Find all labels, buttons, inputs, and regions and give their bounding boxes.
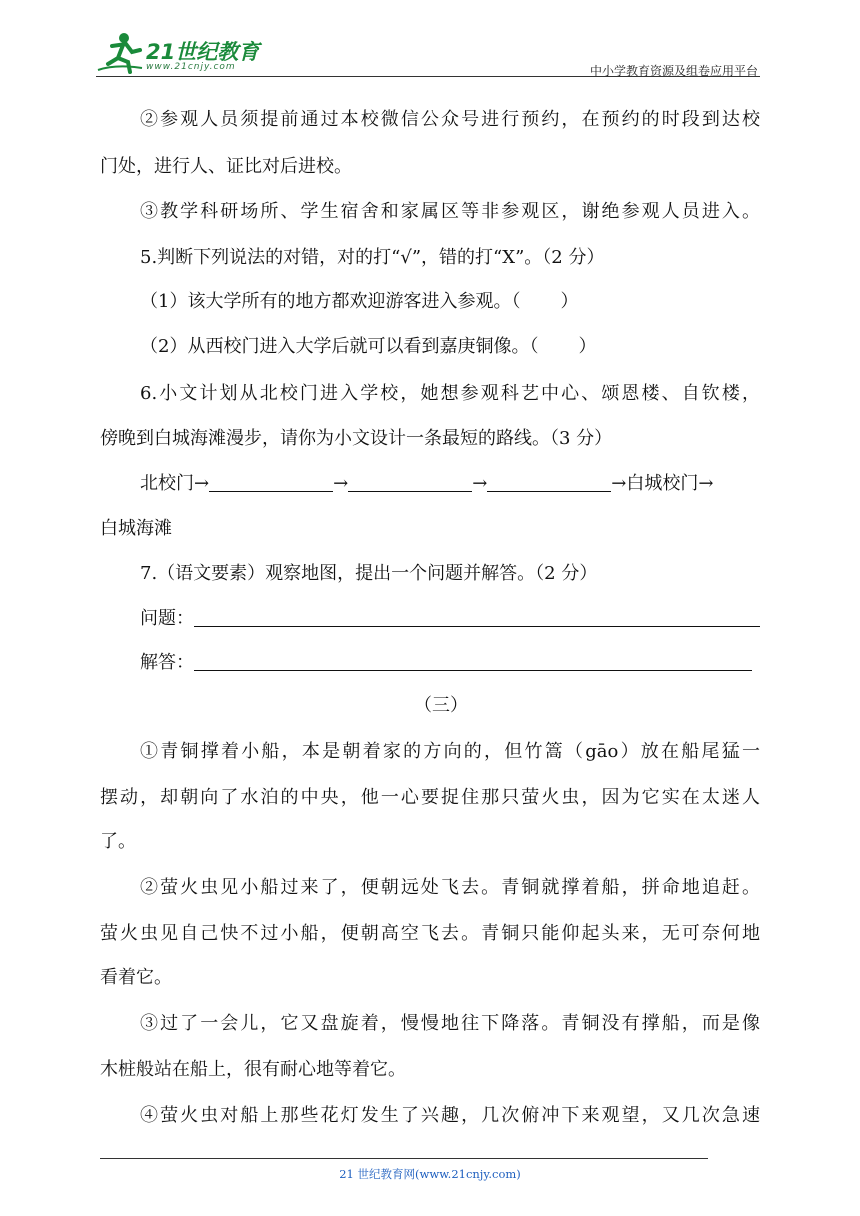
route-arrow: → (472, 473, 488, 494)
runner-icon (96, 30, 146, 76)
paragraph-line: 萤火虫见自己快不过小船，便朝高空飞去。青铜只能仰起头来，无可奈何地 (100, 923, 760, 944)
logo-text: 21世纪教育 (146, 40, 260, 64)
logo-url: www.21cnjy.com (146, 62, 236, 72)
route-blank-2[interactable] (348, 473, 472, 492)
question-5: 5.判断下列说法的对错，对的打“√”，错的打“X”。（2 分） (140, 247, 605, 268)
item-close: ） (578, 336, 597, 357)
footer-divider (100, 1158, 708, 1159)
question-blank[interactable] (194, 608, 760, 627)
paragraph-line: 木桩般站在船上，很有耐心地等着它。 (100, 1059, 406, 1080)
route-line (140, 472, 713, 496)
answer-label: 解答： (140, 652, 194, 673)
header-divider (96, 76, 760, 77)
section-heading: （三） (414, 695, 468, 716)
item-text: （1）该大学所有的地方都欢迎游客进入参观。（ (140, 291, 521, 312)
paragraph-line: ③过了一会儿，它又盘旋着，慢慢地往下降落。青铜没有撑船，而是像 (140, 1013, 760, 1034)
route-line-cont: 白城海滩 (100, 518, 172, 539)
site-logo (96, 30, 266, 76)
text-line: 门处，进行人、证比对后进校。 (100, 156, 352, 177)
question-5-item-2 (140, 335, 596, 359)
item-text: （2）从西校门进入大学后就可以看到嘉庚铜像。（ (140, 336, 539, 357)
route-end: →白城校门→ (611, 473, 714, 494)
footer-text: 21 世纪教育网(www.21cnjy.com) (339, 1167, 521, 1181)
paragraph-line: 看着它。 (100, 967, 172, 988)
question-7-ask (140, 607, 760, 631)
question-7: 7.（语文要素）观察地图，提出一个问题并解答。（2 分） (140, 563, 598, 584)
paragraph-line: ④萤火虫对船上那些花灯发生了兴趣，几次俯冲下来观望，又几次急速 (140, 1105, 760, 1126)
route-arrow: → (333, 473, 349, 494)
paragraph-line: ②萤火虫见小船过来了，便朝远处飞去。青铜就撑着船，拼命地追赶。 (140, 877, 760, 898)
paragraph-line: 了。 (100, 831, 136, 852)
text-line: ②参观人员须提前通过本校微信公众号进行预约，在预约的时段到达校 (140, 109, 760, 130)
platform-name: 中小学教育资源及组卷应用平台 (589, 64, 758, 78)
route-blank-3[interactable] (487, 473, 611, 492)
ask-label: 问题： (140, 608, 194, 629)
answer-blank[interactable] (194, 652, 752, 671)
item-close: ） (560, 291, 579, 312)
question-5-item-1 (140, 290, 578, 314)
question-6: 6.小文计划从北校门进入学校，她想参观科艺中心、颂恩楼、自钦楼， (140, 383, 760, 404)
route-start: 北校门→ (140, 473, 210, 494)
paragraph-line: ①青铜撑着小船，本是朝着家的方向的，但竹篙（gāo）放在船尾猛一 (140, 741, 760, 762)
route-blank-1[interactable] (209, 473, 333, 492)
page-header (96, 30, 760, 78)
question-7-answer (140, 651, 752, 675)
paragraph-line: 摆动，却朝向了水泊的中央，他一心要捉住那只萤火虫，因为它实在太迷人 (100, 787, 760, 808)
question-6-cont: 傍晚到白城海滩漫步，请你为小文设计一条最短的路线。（3 分） (100, 428, 613, 449)
text-line: ③教学科研场所、学生宿舍和家属区等非参观区，谢绝参观人员进入。 (140, 201, 760, 222)
